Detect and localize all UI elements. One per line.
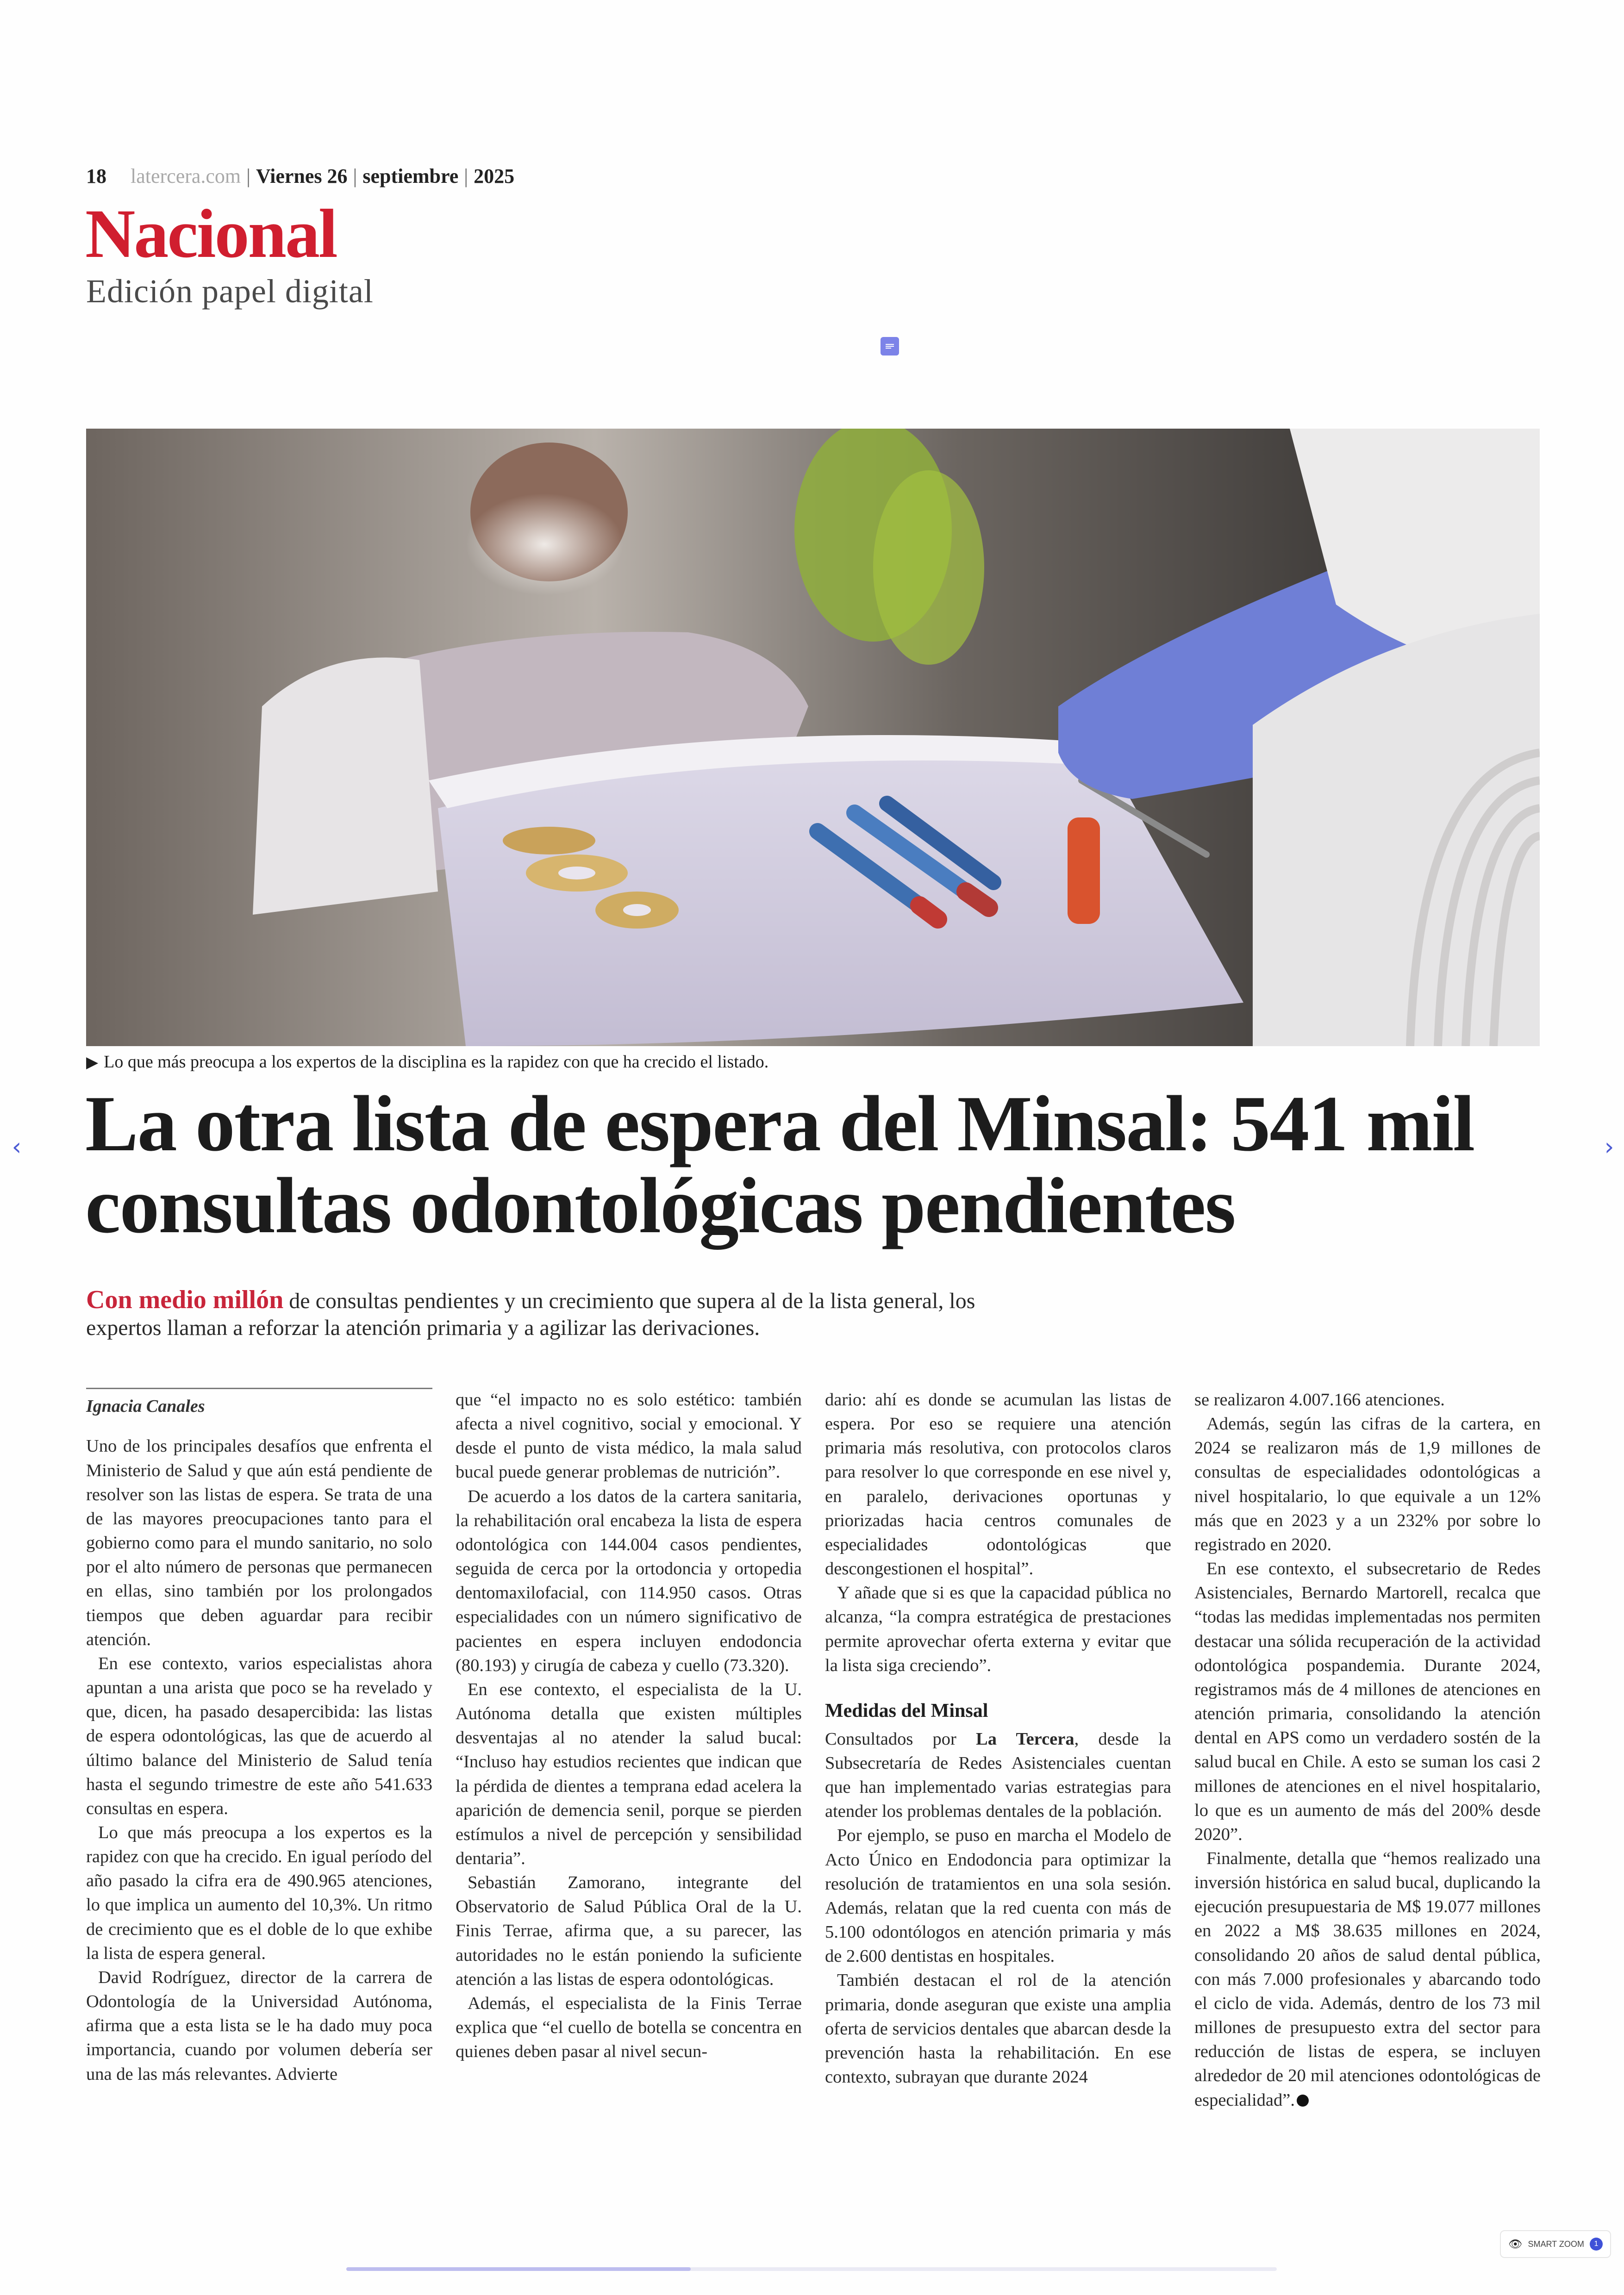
article-column-4 (1194, 1388, 1541, 2112)
page-number: 18 (86, 164, 106, 187)
paragraph-text: Consultados por (825, 1729, 976, 1749)
site-name: latercera.com (131, 164, 241, 187)
paragraph: También destacan el rol de la atención primaria, donde aseguran que existe una amplia oferta de servicios dentales que abarcan desde la prevención hasta la rehabilitación. En ese contexto, subrayan que durante 2024 (825, 1971, 1171, 2087)
chevron-right-icon[interactable]: › (1604, 1133, 1614, 1161)
deck-lead: Con medio millón (86, 1285, 284, 1314)
paragraph: David Rodríguez, director de la carrera de Odontología de la Universidad Autónoma, afirma que a esta lista se le ha dado muy poca importancia, cuando por volumen debería ser una de las más relevantes. Advierte (86, 1967, 432, 2084)
folio-separator: | (353, 164, 357, 187)
section-title: Nacional (85, 195, 337, 272)
article-column-2 (456, 1388, 802, 2064)
horizontal-scrollbar[interactable] (346, 2267, 1277, 2271)
paragraph: En ese contexto, el subsecretario de Redes Asistenciales, Bernardo Martorell, recalca que “todas las medidas implementadas nos permiten destacar una sólida recuperación de la actividad odontológica pospandemia. Durante 2024, registramos más de 4 millones de atenciones en atención primaria, consolidando la atención dental en APS como un verdadero sostén de la salud bucal en Chile. A esto se suman los casi 2 millones de atenciones en el nivel hospitalario, lo que es un aumento de más del 200% desde 2020”. (1194, 1559, 1541, 1844)
page-marker-icon[interactable] (881, 337, 899, 355)
article-deck (86, 1285, 989, 1341)
eye-icon: 👁 (1508, 2238, 1523, 2251)
article-photo (86, 429, 1540, 1046)
paragraph: Uno de los principales desafíos que enfrenta el Ministerio de Salud y que aún está pendiente de resolver son las listas de espera. Se trata de una de las mayores preocupaciones tanto para el gobierno como para el mundo sanitario, no solo por el alto número de personas que permanecen en ellas, sino también por los prolongados tiempos que deben aguardar para recibir atención. (86, 1436, 432, 1649)
smart-zoom-button[interactable] (1500, 2230, 1611, 2258)
end-mark-icon (1297, 2095, 1309, 2107)
paragraph: Por ejemplo, se puso en marcha el Modelo de Acto Único en Endodoncia para optimizar la resolución de tratamientos en una sola sesión. Además, relatan que la red cuenta con más de 5.100 odontólogos en atención primaria y más de 2.600 dentistas en hospitales. (825, 1826, 1171, 1966)
byline: Ignacia Canales (86, 1388, 432, 1418)
smart-zoom-count: 1 (1590, 2238, 1603, 2251)
lines-icon (885, 343, 895, 350)
folio-day: Viernes 26 (256, 164, 348, 187)
subheading: Medidas del Minsal (825, 1700, 988, 1721)
paragraph: Sebastián Zamorano, integrante del Observatorio de Salud Pública Oral de la U. Finis Terrae, afirma que, a su parecer, las autoridades no le están poniendo la suficiente atención a las listas de espera odontológicas. (456, 1873, 802, 1989)
paragraph (825, 1727, 1171, 1824)
paragraph: En ese contexto, varios especialistas ahora apuntan a una arista que poco se ha revelado y que, dicen, ha pasado desapercibida: las listas de espera odontológicas, las que de acuerdo al último balance del Ministerio de Salud tenía hasta el segundo trimestre de este año 541.633 consultas en espera. (86, 1653, 432, 1818)
paragraph: se realizaron 4.007.166 atenciones. (1194, 1390, 1445, 1409)
paragraph: Además, según las cifras de la cartera, en 2024 se realizaron más de 1,9 millones de consultas de especialidades odontológicas a nivel hospitalario, lo que equivale a un 12% más que en 2023 y a un 232% por sobre lo registrado en 2020. (1194, 1414, 1541, 1554)
paragraph: Y añade que si es que la capacidad pública no alcanza, “la compra estratégica de prestaciones permite aprovechar oferta externa y evitar que la lista siga creciendo”. (825, 1583, 1171, 1675)
smart-zoom-label: SMART ZOOM (1528, 2239, 1584, 2249)
folio-year: 2025 (474, 164, 515, 187)
folio-month: septiembre (362, 164, 459, 187)
paragraph-text: , desde la Subsecretaría de Redes Asistenciales cuentan que han implementado varias estrategias para atender los problemas dentales de la población. (825, 1729, 1171, 1821)
folio-line (86, 162, 514, 190)
paragraph: dario: ahí es donde se acumulan las listas de espera. Por eso se requiere una atención primaria más resolutiva, con protocolos claros para resolver lo que corresponde en ese nivel y, en paralelo, derivaciones oportunas y priorizadas hacia centros comunales de especialidades odontológicas que descongestionen el hospital”. (825, 1390, 1171, 1579)
scrollbar-thumb[interactable] (346, 2267, 691, 2271)
article-column-3 (825, 1388, 1171, 2089)
folio-separator: | (464, 164, 468, 187)
paragraph: Lo que más preocupa a los expertos es la rapidez con que ha crecido. En igual período del año pasado la cifra era de 490.965 atenciones, lo que implica un aumento del 10,3%. Un ritmo de crecimiento que es el doble de lo que exhibe la lista de espera general. (86, 1822, 432, 1963)
paragraph: De acuerdo a los datos de la cartera sanitaria, la rehabilitación oral encabeza la lista de espera odontológica con 144.004 casos pendientes, seguida de cerca por la ortodoncia y ortopedia dentomaxilofacial, con 114.950 casos. Otras especialidades con un número significativo de pacientes en espera incluyen endodoncia (80.193) y cirugía de cabeza y cuello (73.320). (456, 1486, 802, 1675)
dental-clinic-photo (86, 429, 1540, 1046)
brand-name: La Tercera (976, 1729, 1074, 1749)
paragraph: En ese contexto, el especialista de la U. Autónoma detalla que existen múltiples desventajas al no atender la salud bucal: “Incluso hay estudios recientes que indican que la pérdida de dientes a temprana edad acelera la aparición de demencia senil, porque se pierden estímulos a nivel de percepción y sensibilidad dentaria”. (456, 1679, 802, 1868)
folio-separator: | (246, 164, 250, 187)
paragraph (1194, 1846, 1541, 2112)
paragraph: Además, el especialista de la Finis Terrae explica que “el cuello de botella se concentra en quienes deben pasar al nivel secun- (456, 1993, 802, 2062)
caption-arrow-icon: ▶ (86, 1054, 99, 1071)
paragraph: que “el impacto no es solo estético: también afecta a nivel cognitivo, social y emocional. Y desde el punto de vista médico, la mala salud bucal puede generar problemas de nutrición”. (456, 1390, 802, 1482)
edition-label: Edición papel digital (86, 273, 374, 310)
paragraph-text: Finalmente, detalla que “hemos realizado una inversión histórica en salud bucal, duplicando la ejecución presupuestaria de M$ 19.077 millones en 2022 a M$ 38.635 millones en 2024, consolidando 20 años de salud dental pública, con más 7.000 profesionales y abarcando todo el ciclo de vida. Además, dentro de los 73 mil millones de presupuesto extra del sector para reducción de listas de espera, se incluyen alrededor de 20 mil atenciones odontológicas de especialidad”. (1194, 1848, 1541, 2110)
article-column-1 (86, 1388, 432, 2086)
article-headline: La otra lista de espera del Minsal: 541 mil consultas odontológicas pendientes (85, 1080, 1474, 1250)
photo-caption (86, 1052, 1521, 1072)
caption-text: Lo que más preocupa a los expertos de la disciplina es la rapidez con que ha crecido el listado. (104, 1052, 769, 1072)
deck-text: de consultas pendientes y un crecimiento que supera al de la lista general, los expertos llaman a reforzar la atención primaria y a agilizar las derivaciones. (86, 1289, 975, 1340)
chevron-left-icon[interactable]: ‹ (12, 1133, 22, 1161)
